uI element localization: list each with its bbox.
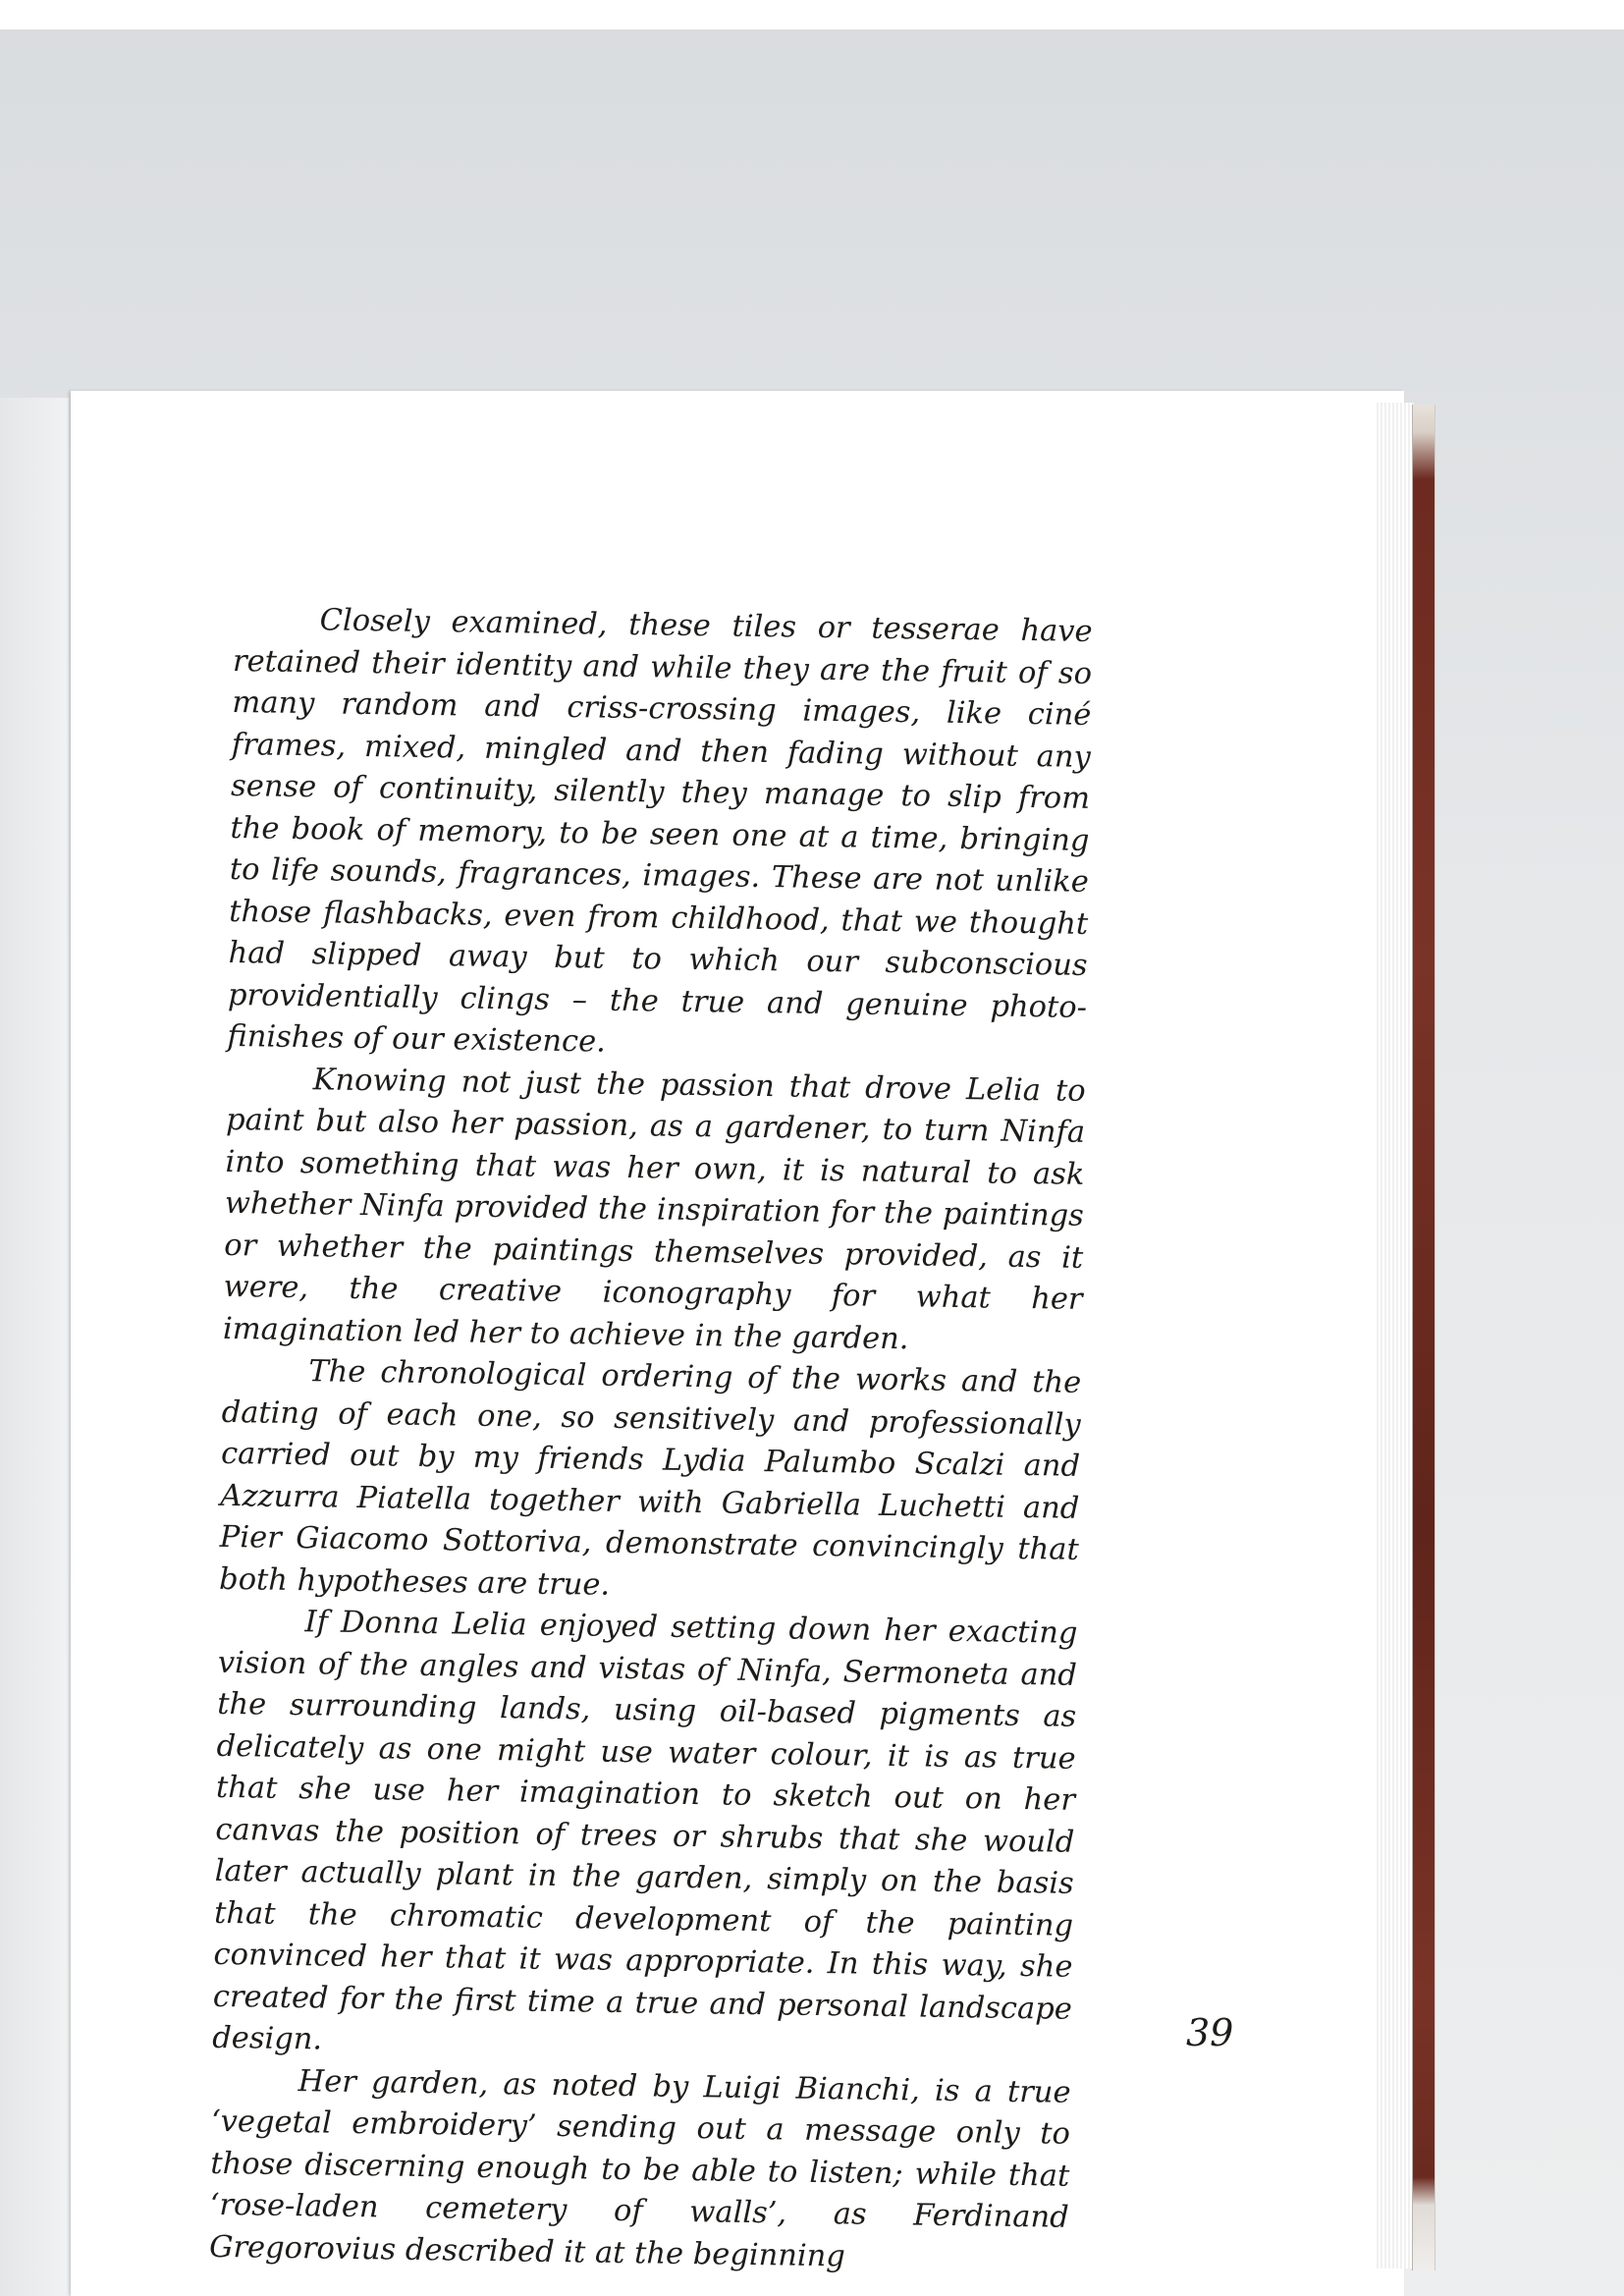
paragraph-5: Her garden, as noted by Luigi Bianchi, is a true ‘vegetal embroidery’ sending out a message only to those discerning enough to be able to listen; while that ‘rose-laden cemetery of walls’, as Ferdinand Gregorovius described it at the beginning	[208, 2063, 1071, 2273]
paragraph-4: If Donna Lelia enjoyed setting down her exacting vision of the angles and vistas of Ninfa, Sermoneta and the surrounding lands, using oil-based pigments as delicately as one might use water colour, it is as true that she use her imagination to sketch out on her canvas the position of trees or shrubs that she would later actually plant in the garden, simply on the basis that the chromatic development of the painting convinced her that it was appropriate. In this way, she created for the first time a true and personal landscape design.	[212, 1605, 1078, 2057]
page-stack-edge	[1375, 403, 1414, 2269]
paragraph-3: The chronological ordering of the works and the dating of each one, so sensitively and professionally carried out by my friends Lydia Palumbo Scalzi and Azzurra Piatella together with Gabriella Luchetti and Pier Giacomo Sottoriva, demonstrate convincingly that both hypotheses are true.	[218, 1354, 1082, 1603]
paragraph-1: Closely examined, these tiles or tesserae have retained their identity and while they are the fruit of so many random and criss-crossing images, like ciné frames, mixed, mingled and then fading without any sense of continuity, silently they manage to slip from the book of memory, to be seen one at a time, bringing to life sounds, fragrances, images. These are not unlike those flashbacks, even from childhood, that we thought had slipped away but to which our subconscious providentially clings – the true and genuine photo-finishes of our existence.	[227, 603, 1093, 1060]
facing-page-edge	[0, 398, 69, 2296]
scan-top-margin	[0, 0, 1624, 29]
body-text	[209, 599, 1093, 2281]
page-number: 39	[1186, 2011, 1234, 2054]
book-spine	[1412, 405, 1435, 2270]
paragraph-2: Knowing not just the passion that drove Lelia to paint but also her passion, as a gardener, to turn Ninfa into something that was her own, it is natural to ask whether Ninfa provided the inspiration for the paintings or whether the paintings themselves provided, as it were, the creative iconography for what her imagination led her to achieve in the garden.	[222, 1062, 1086, 1356]
